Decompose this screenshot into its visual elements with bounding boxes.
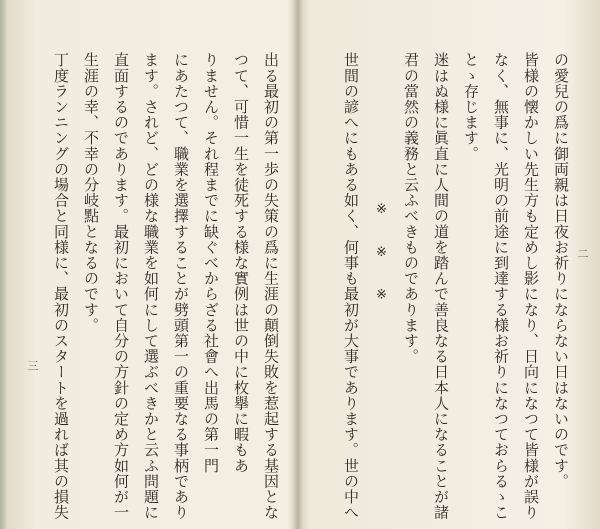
text-line: なく、無事に、光明の前途に到達する様お祈りになつておらるゝこ	[492, 52, 510, 520]
section-separator: ※ ※ ※	[374, 202, 389, 304]
text-line: とゝ存じます。	[462, 52, 480, 162]
text-line: りません。それ程までに缺ぐべからざる社會へ出馬の第一門	[202, 52, 220, 474]
text-line: 皆様の懐かしい先生方も定めし影になり、日向になつて皆様が誤り	[522, 52, 540, 520]
text-line: の愛兒の爲に御両親は日夜お祈りにならない日はないのです。	[552, 52, 570, 489]
page-number: 二	[576, 248, 589, 260]
text-line: 生涯の幸、不幸の分岐點となるのです。	[82, 52, 100, 333]
right-page-text	[314, 52, 576, 520]
text-line: 丁度ランニングの場合と同様に、最初のスタートを過れば其の損失	[52, 52, 70, 520]
right-page	[300, 0, 600, 529]
text-line: 君の當然の義務と云ふべきものであります。	[402, 52, 420, 364]
text-line: 直面するのであります。最初において自分の方針の定め方如何が一	[112, 52, 130, 520]
text-line: にあたつて、職業を選擇することが劈頭第一の重要なる事柄であり	[172, 52, 190, 520]
text-line: 迷はぬ様に眞直に人間の道を踏んで善良なる日本人になることが諸	[432, 52, 450, 520]
text-line: ます。されど、どの様な職業を如何にして選ぶべきかと云ふ問題に	[142, 52, 160, 520]
text-line: 出る最初の第一歩の失策の爲に生涯の顛倒失敗を惹起する基因とな	[262, 52, 280, 520]
text-line: 世間の諺へにもある如く、何事も最初が大事であります。世の中へ	[342, 52, 360, 520]
page-number: 三	[26, 360, 39, 372]
left-page-text	[52, 52, 286, 520]
left-page	[0, 0, 296, 529]
text-line: つて、可惜一生を徒死する様な實例は世の中に枚擧に暇もあ	[232, 52, 250, 474]
